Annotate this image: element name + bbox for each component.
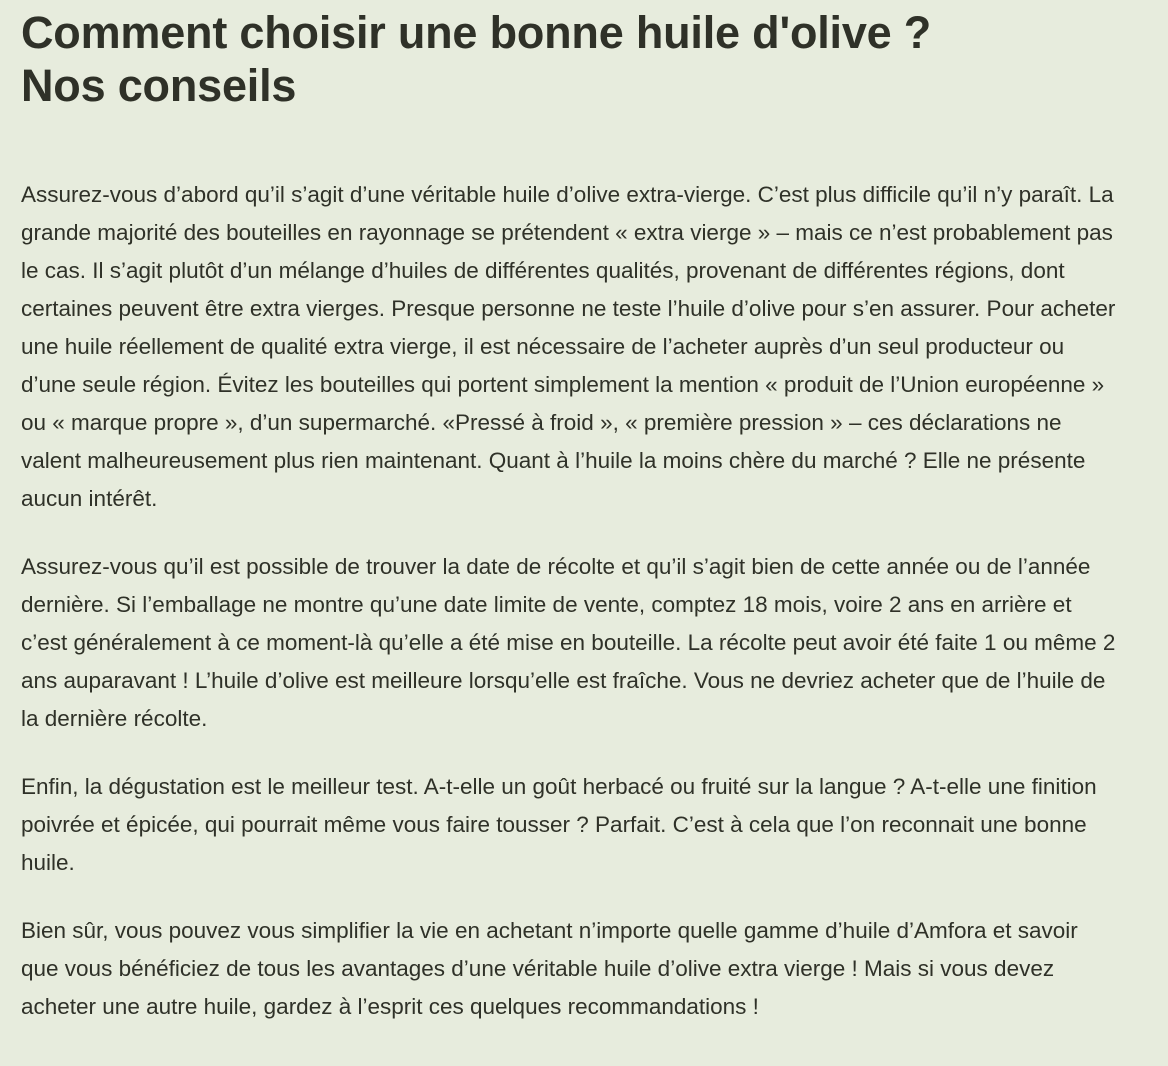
page-title <box>21 6 1120 112</box>
paragraph-3: Enfin, la dégustation est le meilleur test. A-t-elle un goût herbacé ou fruité sur la langue ? A-t-elle une finition poivrée et épicée, qui pourrait même vous faire tousser ? Parfait. C’est à cela que l’on reconnait une bonne huile. <box>21 774 1097 875</box>
paragraph-2: Assurez-vous qu’il est possible de trouver la date de récolte et qu’il s’agit bien de cette année ou de l’année dernière. Si l’emballage ne montre qu’une date limite de vente, comptez 18 mois, voire 2 ans en arrière et c’est généralement à ce moment-là qu’elle a été mise en bouteille. La récolte peut avoir été faite 1 ou même 2 ans auparavant ! L’huile d’olive est meilleure lorsqu’elle est fraîche. Vous ne devriez acheter que de l’huile de la dernière récolte. <box>21 554 1116 731</box>
title-line-1: Comment choisir une bonne huile d'olive ? <box>21 7 932 58</box>
paragraph-4: Bien sûr, vous pouvez vous simplifier la vie en achetant n’importe quelle gamme d’huile d’Amfora et savoir que vous bénéficiez de tous les avantages d’une véritable huile d’olive extra vierge ! Mais si vous devez acheter une autre huile, gardez à l’esprit ces quelques recommandations ! <box>21 918 1078 1019</box>
title-line-2: Nos conseils <box>21 60 297 111</box>
paragraph-1: Assurez-vous d’abord qu’il s’agit d’une véritable huile d’olive extra-vierge. C’est plus difficile qu’il n’y paraît. La grande majorité des bouteilles en rayonnage se prétendent « extra vierge » – mais ce n’est probablement pas le cas. Il s’agit plutôt d’un mélange d’huiles de différentes qualités, provenant de différentes régions, dont certaines peuvent être extra vierges. Presque personne ne teste l’huile d’olive pour s’en assurer. Pour acheter une huile réellement de qualité extra vierge, il est nécessaire de l’acheter auprès d’un seul producteur ou d’une seule région. Évitez les bouteilles qui portent simplement la mention « produit de l’Union européenne » ou « marque propre », d’un supermarché. «Pressé à froid », « première pression » – ces déclarations ne valent malheureusement plus rien maintenant. Quant à l’huile la moins chère du marché ? Elle ne présente aucun intérêt. <box>21 182 1116 511</box>
article-body <box>21 176 1120 1026</box>
